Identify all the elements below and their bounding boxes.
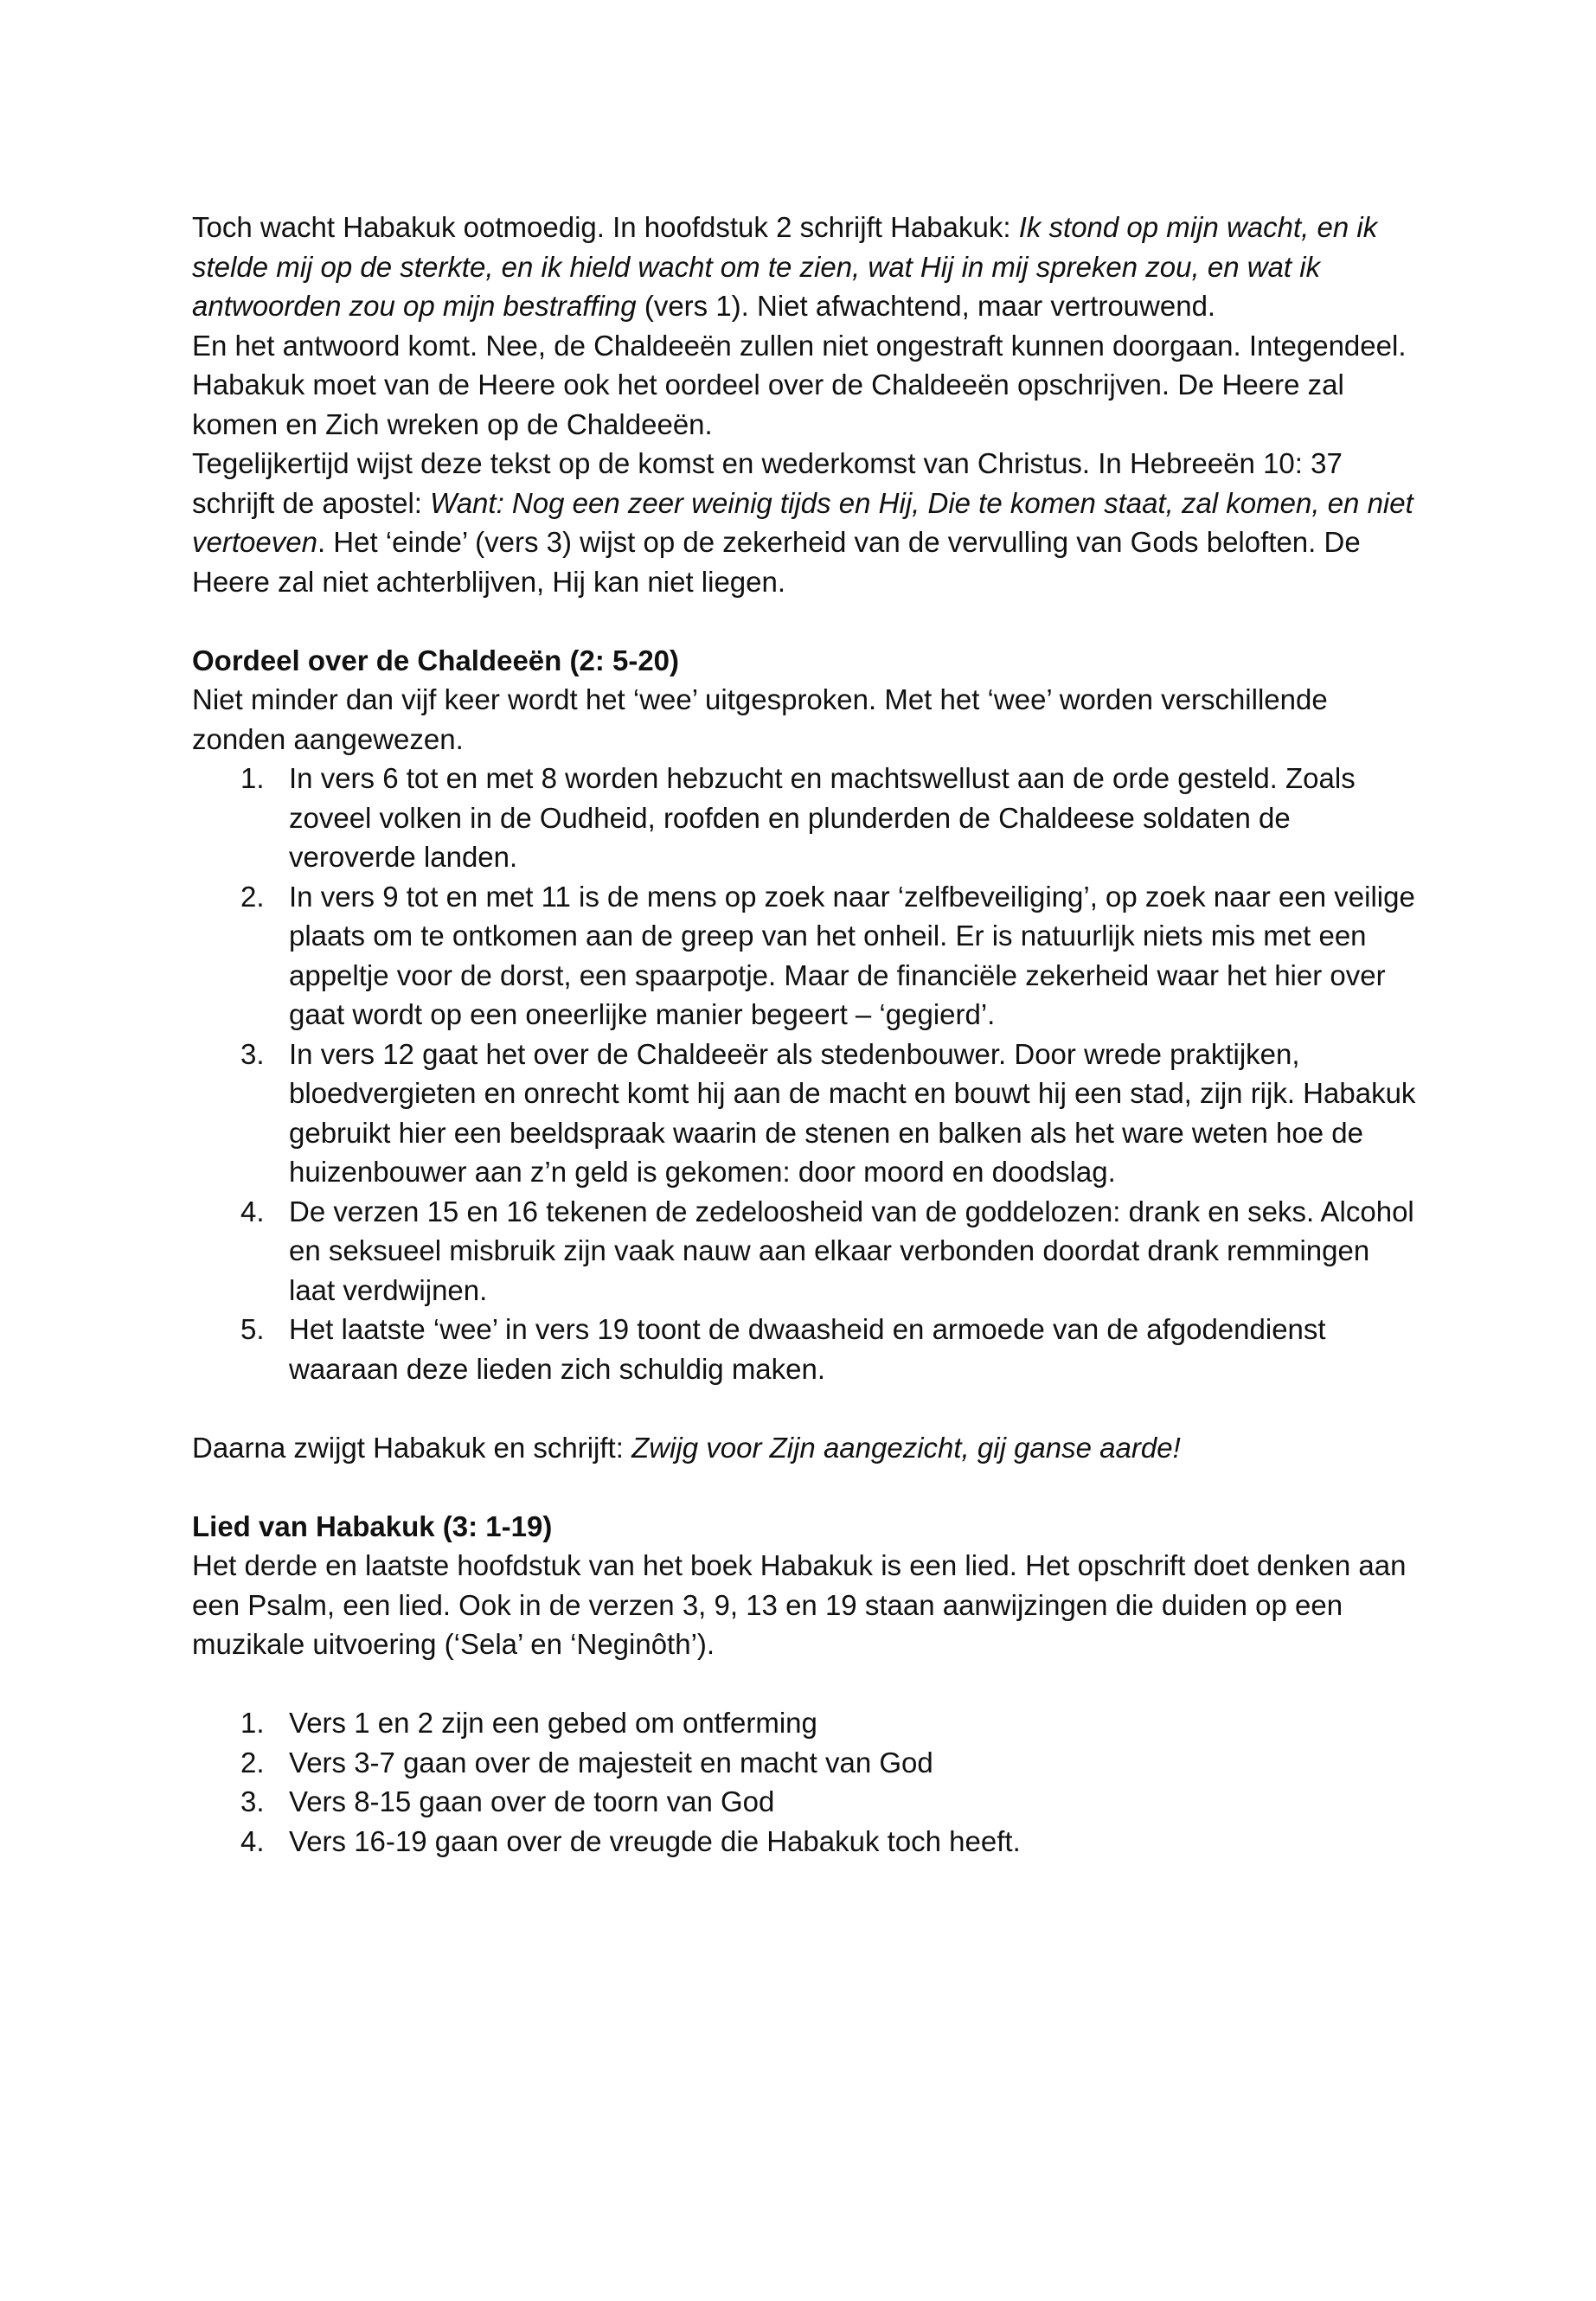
intro-p3-quote: Want: Nog een zeer weinig tijds en Hij, Die te komen staat, zal komen, en niet vertoeven	[192, 486, 1413, 558]
list-item	[192, 1703, 1420, 1743]
intro-p1-text-a: Toch wacht Habakuk ootmoedig. In hoofdstuk 2 schrijft Habakuk:	[192, 211, 1019, 243]
closing-quote: Zwijg voor Zijn aangezicht, gij ganse aarde!	[631, 1431, 1181, 1464]
list-item-text: De verzen 15 en 16 tekenen de zedeloosheid van de goddelozen: drank en seks. Alcohol en seksueel misbruik zijn vaak nauw aan elkaar verbonden doordat drank remmingen laat verdwijnen.	[289, 1195, 1414, 1306]
list-item-text: In vers 6 tot en met 8 worden hebzucht en machtswellust aan de orde gesteld. Zoals zoveel volken in de Oudheid, roofden en plunderden de Chaldeese soldaten de veroverde landen.	[289, 762, 1356, 873]
list-item	[192, 1743, 1420, 1783]
intro-p1-quote: Ik stond op mijn wacht, en ik stelde mij op de sterkte, en ik hield wacht om te zien, wat Hij in mij spreken zou, en wat ik antwoorden zou op mijn bestraffing	[192, 211, 1378, 322]
list-item	[192, 1310, 1420, 1388]
list-item	[192, 1192, 1420, 1311]
list-item	[192, 759, 1420, 877]
list-item-number: 1.	[240, 762, 265, 794]
spacer	[192, 601, 1420, 641]
intro-paragraph-3	[192, 444, 1420, 601]
spacer	[192, 1467, 1420, 1507]
section2-intro: Het derde en laatste hoofdstuk van het boek Habakuk is een lied. Het opschrift doet denken aan een Psalm, een lied. Ook in de verzen 3, 9, 13 en 19 staan aanwijzingen die duiden op een muzikale uitvoering (‘Sela’ en ‘Neginôth’).	[192, 1549, 1407, 1660]
intro-p3-text-b: . Het ‘einde’ (vers 3) wijst op de zekerheid van de vervulling van Gods beloften. De Heere zal niet achterblijven, Hij kan niet liegen.	[192, 526, 1361, 598]
section2-list	[192, 1703, 1420, 1861]
list-item	[192, 1822, 1420, 1862]
list-item-text: Vers 1 en 2 zijn een gebed om ontferming	[289, 1707, 817, 1739]
list-item-number: 1.	[240, 1707, 265, 1739]
list-item-number: 5.	[240, 1313, 265, 1345]
intro-paragraph-1	[192, 208, 1420, 326]
list-item-number: 4.	[240, 1195, 265, 1227]
list-item-text: Vers 3-7 gaan over de majesteit en macht van God	[289, 1746, 933, 1779]
intro-p3-text-a: Tegelijkertijd wijst deze tekst op de komst en wederkomst van Christus. In Hebreeën 10: 37 schrijft de apostel:	[192, 447, 1343, 519]
list-item-text: In vers 9 tot en met 11 is de mens op zoek naar ‘zelfbeveiliging’, op zoek naar een veilige plaats om te ontkomen aan de greep van het onheil. Er is natuurlijk niets mis met een appeltje voor de dorst, een spaarpotje. Maar de financiële zekerheid waar het hier over gaat wordt op een oneerlijke manier begeert – ‘gegierd’.	[289, 880, 1415, 1030]
section-heading-lied: Lied van Habakuk (3: 1-19)	[192, 1509, 553, 1542]
intro-paragraph-2: En het antwoord komt. Nee, de Chaldeeën zullen niet ongestraft kunnen doorgaan. Integendeel. Habakuk moet van de Heere ook het oordeel over de Chaldeeën opschrijven. De Heere zal komen en Zich wreken op de Chaldeeën.	[192, 329, 1407, 440]
list-item	[192, 1035, 1420, 1192]
list-item-number: 3.	[240, 1037, 265, 1070]
intro-p1-text-b: (vers 1). Niet afwachtend, maar vertrouwend.	[636, 290, 1216, 322]
list-item-text: Vers 16-19 gaan over de vreugde die Habakuk toch heeft.	[289, 1824, 1021, 1857]
list-item-text: Het laatste ‘wee’ in vers 19 toont de dwaasheid en armoede van de afgodendienst waaraan deze lieden zich schuldig maken.	[289, 1313, 1326, 1385]
list-item	[192, 877, 1420, 1035]
closing-text: Daarna zwijgt Habakuk en schrijft:	[192, 1431, 632, 1464]
list-item-text: Vers 8-15 gaan over de toorn van God	[289, 1785, 775, 1817]
spacer	[192, 1664, 1420, 1704]
section-heading-oordeel: Oordeel over de Chaldeeën (2: 5-20)	[192, 644, 680, 676]
section1-intro: Niet minder dan vijf keer wordt het ‘wee’ uitgesproken. Met het ‘wee’ worden verschillende zonden aangewezen.	[192, 683, 1328, 755]
list-item-number: 3.	[240, 1785, 265, 1817]
list-item-number: 2.	[240, 880, 265, 913]
list-item	[192, 1782, 1420, 1822]
list-item-text: In vers 12 gaat het over de Chaldeeër als stedenbouwer. Door wrede praktijken, bloedvergieten en onrecht komt hij aan de macht en bouwt hij een stad, zijn rijk. Habakuk gebruikt hier een beeldspraak waarin de stenen en balken als het ware weten hoe de huizenbouwer aan z’n geld is gekomen: door moord en doodslag.	[289, 1037, 1416, 1188]
spacer	[192, 1388, 1420, 1428]
section1-closing	[192, 1428, 1420, 1468]
list-item-number: 4.	[240, 1824, 265, 1857]
list-item-number: 2.	[240, 1746, 265, 1779]
document-page	[192, 208, 1420, 1861]
section1-list	[192, 759, 1420, 1388]
